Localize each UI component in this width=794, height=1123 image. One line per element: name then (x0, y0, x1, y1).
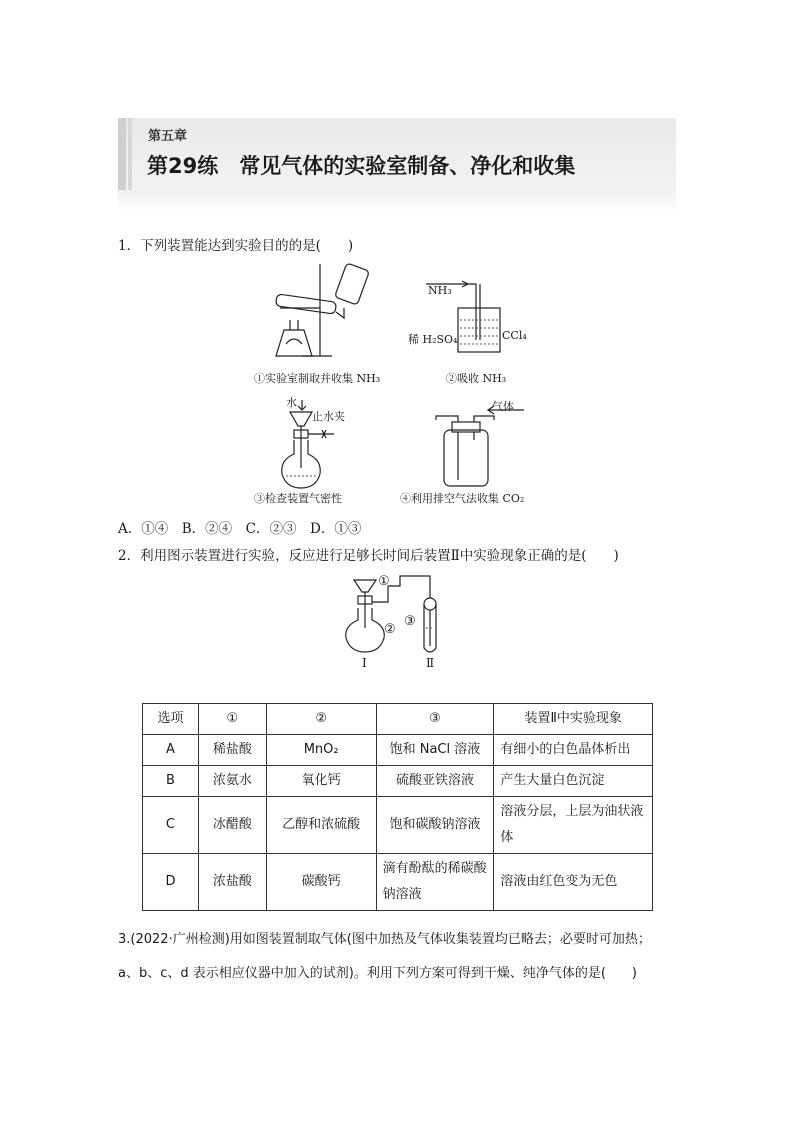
chapter-label: 第五章 (148, 129, 188, 144)
table-cell: 稀盐酸 (198, 735, 266, 766)
header-shadow (118, 190, 676, 212)
fig3-caption: ③检查装置气密性 (254, 492, 342, 505)
fig1-heating-apparatus (262, 258, 372, 366)
table-cell: 碳酸钙 (266, 854, 376, 911)
table-row (143, 766, 653, 797)
q2-label-1: ① (378, 574, 390, 589)
table-row (143, 797, 653, 854)
fig2-absorption-beaker (406, 280, 536, 362)
fig4-gas-label: 气体 (492, 400, 514, 413)
table-cell: 饱和 NaCl 溶液 (376, 735, 494, 766)
fig1-caption: ①实验室制取并收集 NH₃ (254, 372, 381, 385)
fig2-gas-label: NH₃ (428, 284, 452, 297)
table-row (143, 854, 653, 911)
table-cell: 硫酸亚铁溶液 (376, 766, 494, 797)
q2-label-3: ③ (404, 614, 416, 629)
table-cell: B (143, 766, 199, 797)
table-cell: 滴有酚酞的稀碳酸钠溶液 (376, 854, 494, 911)
q2-device-1: Ⅰ (362, 656, 367, 670)
table-cell: C (143, 797, 199, 854)
table-cell: D (143, 854, 199, 911)
q3-line-2: a、b、c、d 表示相应仪器中加入的试剂)。利用下列方案可得到干燥、纯净气体的是( ) (118, 966, 637, 981)
fig2-right-label: CCl₄ (502, 329, 527, 342)
table-cell: A (143, 735, 199, 766)
table-cell: 溶液分层，上层为油状液体 (494, 797, 653, 854)
fig4-caption: ④利用排空气法收集 CO₂ (400, 492, 525, 505)
fig3-water-label: 水 (286, 396, 297, 409)
table-row (143, 735, 653, 766)
table-cell: 氧化钙 (266, 766, 376, 797)
fig2-caption: ②吸收 NH₃ (446, 372, 507, 385)
q2-table (142, 703, 653, 911)
table-header-cell: 装置Ⅱ中实验现象 (494, 704, 653, 735)
q2-label-2: ② (384, 622, 396, 637)
table-cell: 饱和碳酸钠溶液 (376, 797, 494, 854)
q1-stem: 1．下列装置能达到实验目的的是( ) (118, 238, 354, 254)
fig3-clamp-label: 止水夹 (312, 410, 345, 423)
table-cell: 浓盐酸 (198, 854, 266, 911)
q2-stem: 2．利用图示装置进行实验，反应进行足够长时间后装置Ⅱ中实验现象正确的是( ) (118, 548, 619, 564)
table-cell: 乙醇和浓硫酸 (266, 797, 376, 854)
table-cell: MnO₂ (266, 735, 376, 766)
q2-apparatus (340, 566, 460, 666)
q1-options: A．①④ B．②④ C．②③ D．①③ (118, 521, 362, 537)
header-accent-bar-thin (128, 118, 132, 190)
table-cell: 有细小的白色晶体析出 (494, 735, 653, 766)
header-accent-bar (118, 118, 126, 190)
page-title: 第29练 常见气体的实验室制备、净化和收集 (147, 154, 576, 178)
table-header-cell: ① (198, 704, 266, 735)
table-cell: 冰醋酸 (198, 797, 266, 854)
fig2-left-label: 稀 H₂SO₄ (408, 333, 458, 346)
table-header-cell: ② (266, 704, 376, 735)
table-header-cell: ③ (376, 704, 494, 735)
fig4-collection-bottle (434, 400, 544, 490)
table-cell: 溶液由红色变为无色 (494, 854, 653, 911)
table-header-row (143, 704, 653, 735)
table-header-cell: 选项 (143, 704, 199, 735)
table-cell: 产生大量白色沉淀 (494, 766, 653, 797)
q2-device-2: Ⅱ (426, 656, 435, 670)
table-cell: 浓氨水 (198, 766, 266, 797)
q3-line-1: 3.(2022·广州检测)用如图装置制取气体(图中加热及气体收集装置均已略去；必要时可加热； (118, 932, 651, 947)
